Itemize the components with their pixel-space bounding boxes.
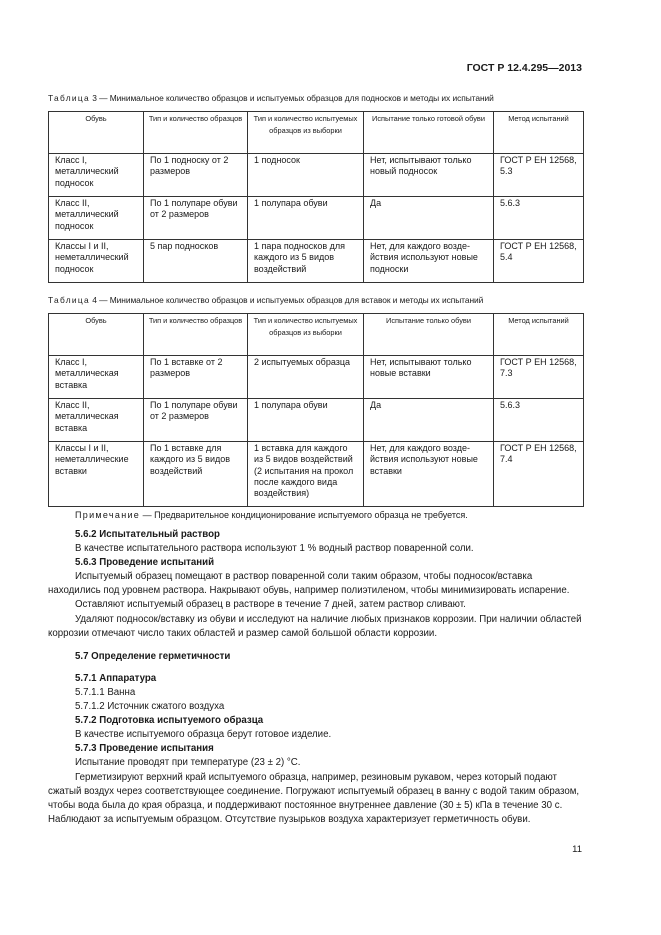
list-item: 5.7.1.2 Источник сжатого воздуха: [75, 701, 225, 713]
table3-header-cell: Обувь: [49, 112, 144, 154]
table-cell: Классы I и II, неметаллические вставки: [49, 442, 144, 507]
table-cell: Класс I, металлический подносок: [49, 154, 144, 197]
table-row: [49, 399, 584, 442]
heading-5-6-2: 5.6.2 Испытательный раствор: [75, 529, 220, 540]
table4-header-cell: Испытание только обуви: [364, 314, 494, 356]
table-cell: По 1 вставке от 2 размеров: [144, 356, 248, 399]
table-row: [49, 442, 584, 507]
table-cell: Да: [364, 197, 494, 240]
table3-header-cell: Метод испытаний: [494, 112, 584, 154]
table-cell: ГОСТ Р ЕН 12568, 5.3: [494, 154, 584, 197]
table4-header-row: [49, 314, 584, 356]
table4-header-cell: Тип и количество испытуемых образцов из выборки: [248, 314, 364, 356]
body-text: [48, 528, 583, 827]
paragraph: Оставляют испытуемый образец в растворе в течение 7 дней, затем раствор сливают.: [75, 599, 466, 611]
table3-header-cell: Тип и количество испытуемых образцов из выборки: [248, 112, 364, 154]
table-cell: 2 испытуемых образца: [248, 356, 364, 399]
table-cell: ГОСТ Р ЕН 12568, 7.4: [494, 442, 584, 507]
table-cell: По 1 полупаре обуви от 2 размеров: [144, 197, 248, 240]
table-row: [49, 240, 584, 283]
table3-label: Таблица: [48, 93, 90, 103]
table-cell: Классы I и II, неметаллический подносок: [49, 240, 144, 283]
paragraph: Испытуемый образец помещают в раствор поваренной соли таким образом, чтобы подносок/вставка находились под уровнем раствора. Накрывают обувь, например полиэтиленом, чтобы минимизировать испарение.: [48, 571, 570, 597]
table-row: [49, 356, 584, 399]
heading-5-7-1: 5.7.1 Аппаратура: [75, 672, 157, 684]
table4: [48, 313, 584, 507]
table-cell: 1 полупара обуви: [248, 399, 364, 442]
table-cell: Нет, испытывают только новые вставки: [364, 356, 494, 399]
paragraph: В качестве испытуемого образца берут готовое изделие.: [75, 729, 332, 741]
table3-header-cell: Испытание только готовой обуви: [364, 112, 494, 154]
table3-caption: [48, 93, 494, 103]
paragraph: Герметизируют верхний край испытуемого образца, например, резиновым рукавом, через который подают сжатый воздух через соответствующее соединение. Погружают испытуемый образец в ванну с водой таким образом, чтобы вода была до края образца, и поддерживают постоянное внутреннее давление (30 ± 5) кПа в течение 30 с. Наблюдают за испытуемым образцом. Отсутствие пузырьков воздуха характеризует герметичность обуви.: [48, 771, 580, 825]
table-cell: Нет, для каждого воздействия используют новые подноски: [364, 240, 494, 283]
table4-header-cell: Метод испытаний: [494, 314, 584, 356]
section-heading-5-7: 5.7 Определение герметичности: [75, 650, 231, 662]
table3-header-cell: Тип и количество образцов: [144, 112, 248, 154]
heading-5-7-2: 5.7.2 Подготовка испытуемого образца: [75, 715, 264, 727]
table-cell: По 1 вставке для каждого из 5 видов воздействий: [144, 442, 248, 507]
page-number: 11: [572, 844, 582, 855]
table-cell: ГОСТ Р ЕН 12568, 5.4: [494, 240, 584, 283]
table-cell: Класс II, металлическая вставка: [49, 399, 144, 442]
table4-header-cell: Тип и количество образцов: [144, 314, 248, 356]
table4-header-cell: Обувь: [49, 314, 144, 356]
table-note: [75, 510, 468, 520]
table-cell: Нет, испытывают только новый подносок: [364, 154, 494, 197]
table-cell: 5 пар подносков: [144, 240, 248, 283]
table-row: [49, 197, 584, 240]
table3-caption-text: 3 — Минимальное количество образцов и испытуемых образцов для подносков и методы их испытаний: [89, 93, 494, 103]
table-cell: Класс I, металлическая вставка: [49, 356, 144, 399]
note-text: — Предварительное кондиционирование испытуемого образца не требуется.: [140, 510, 468, 520]
table3: [48, 111, 584, 283]
document-id: ГОСТ Р 12.4.295—2013: [466, 62, 582, 74]
table-cell: По 1 полупаре обуви от 2 размеров: [144, 399, 248, 442]
paragraph: Испытание проводят при температуре (23 ± 2) °С.: [75, 757, 301, 769]
table-cell: По 1 подноску от 2 размеров: [144, 154, 248, 197]
table-row: [49, 154, 584, 197]
table4-label: Таблица: [48, 295, 90, 305]
note-label: Примечание: [75, 510, 141, 520]
list-item: 5.7.1.1 Ванна: [75, 686, 136, 698]
table-cell: Нет, для каждого воздействия используют новые вставки: [364, 442, 494, 507]
table-cell: 1 подносок: [248, 154, 364, 197]
table-cell: Да: [364, 399, 494, 442]
heading-5-7-3: 5.7.3 Проведение испытания: [75, 743, 214, 755]
table-cell: ГОСТ Р ЕН 12568, 7.3: [494, 356, 584, 399]
table-cell: Класс II, металлический подносок: [49, 197, 144, 240]
table-cell: 5.6.3: [494, 399, 584, 442]
table-cell: 1 вставка для каждого из 5 видов воздействий (2 испытания на прокол после каждого вида воздействия): [248, 442, 364, 507]
table3-header-row: [49, 112, 584, 154]
table4-caption: [48, 295, 483, 305]
paragraph: Удаляют подносок/вставку из обуви и исследуют на наличие любых признаков коррозии. При наличии областей коррозии отмечают число таких областей и размер самой большой области коррозии.: [48, 613, 582, 639]
table-cell: 5.6.3: [494, 197, 584, 240]
table4-caption-text: 4 — Минимальное количество образцов и испытуемых образцов для вставок и методы их испытаний: [89, 295, 484, 305]
heading-5-6-3: 5.6.3 Проведение испытаний: [75, 557, 215, 569]
table-cell: 1 пара подносков для каждого из 5 видов воздействий: [248, 240, 364, 283]
paragraph: В качестве испытательного раствора используют 1 % водный раствор поваренной соли.: [75, 543, 474, 555]
table-cell: 1 полупара обуви: [248, 197, 364, 240]
